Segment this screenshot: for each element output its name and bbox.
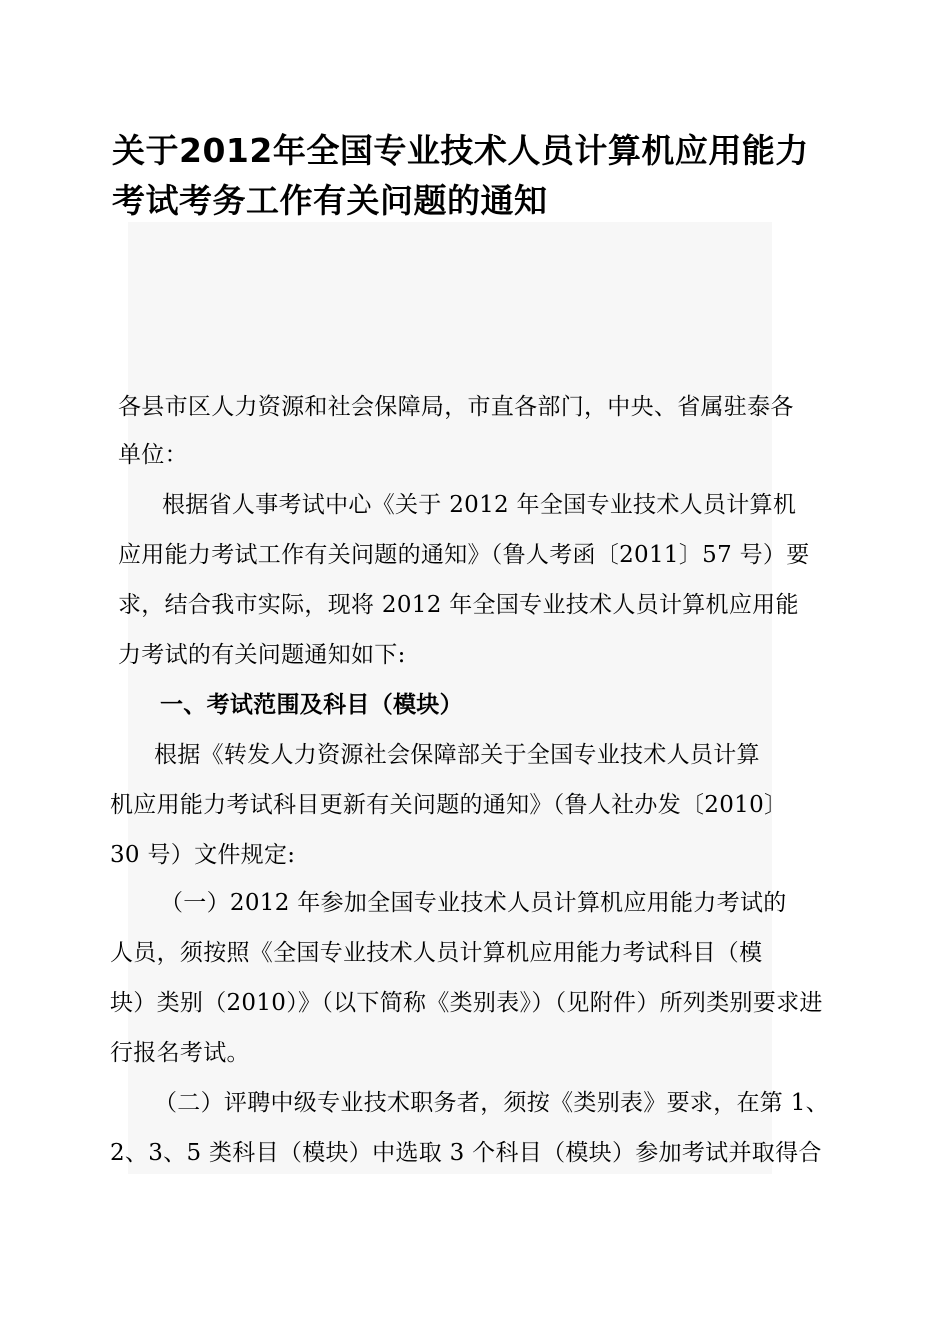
paragraph-line: 30 号）文件规定: [110, 842, 296, 868]
salutation-line: 各县市区人力资源和社会保障局，市直各部门，中央、省属驻泰各 [118, 394, 794, 420]
list-item-line: 2、3、5 类科目（模块）中选取 3 个科目（模块）参加考试并取得合 [110, 1140, 822, 1166]
list-item-line: 人员，须按照《全国专业技术人员计算机应用能力考试科目（模 [110, 940, 763, 966]
paragraph-line: 力考试的有关问题通知如下: [118, 642, 406, 668]
paragraph-line: 根据省人事考试中心《关于 2012 年全国专业技术人员计算机 [162, 492, 797, 518]
list-item-line: 行报名考试。 [110, 1040, 250, 1066]
salutation-line: 单位： [118, 442, 188, 468]
section-heading: 一、考试范围及科目（模块） [160, 692, 463, 718]
paragraph-line: 机应用能力考试科目更新有关问题的通知》（鲁人社办发〔2010〕 [110, 792, 788, 818]
list-item-line: （一）2012 年参加全国专业技术人员计算机应用能力考试的 [160, 890, 787, 916]
paragraph-line: 根据《转发人力资源社会保障部关于全国专业技术人员计算 [154, 742, 760, 768]
document-title: 关于2012年全国专业技术人员计算机应用能力考试考务工作有关问题的通知 [112, 131, 809, 220]
list-item-line: （二）评聘中级专业技术职务者，须按《类别表》要求，在第 1、 [154, 1090, 829, 1116]
paragraph-line: 应用能力考试工作有关问题的通知》（鲁人考函〔2011〕57 号）要 [118, 542, 810, 568]
paragraph-line: 求，结合我市实际，现将 2012 年全国专业技术人员计算机应用能 [118, 592, 799, 618]
list-item-line: 块）类别（2010）》（以下简称《类别表》）（见附件）所列类别要求进 [110, 990, 823, 1016]
